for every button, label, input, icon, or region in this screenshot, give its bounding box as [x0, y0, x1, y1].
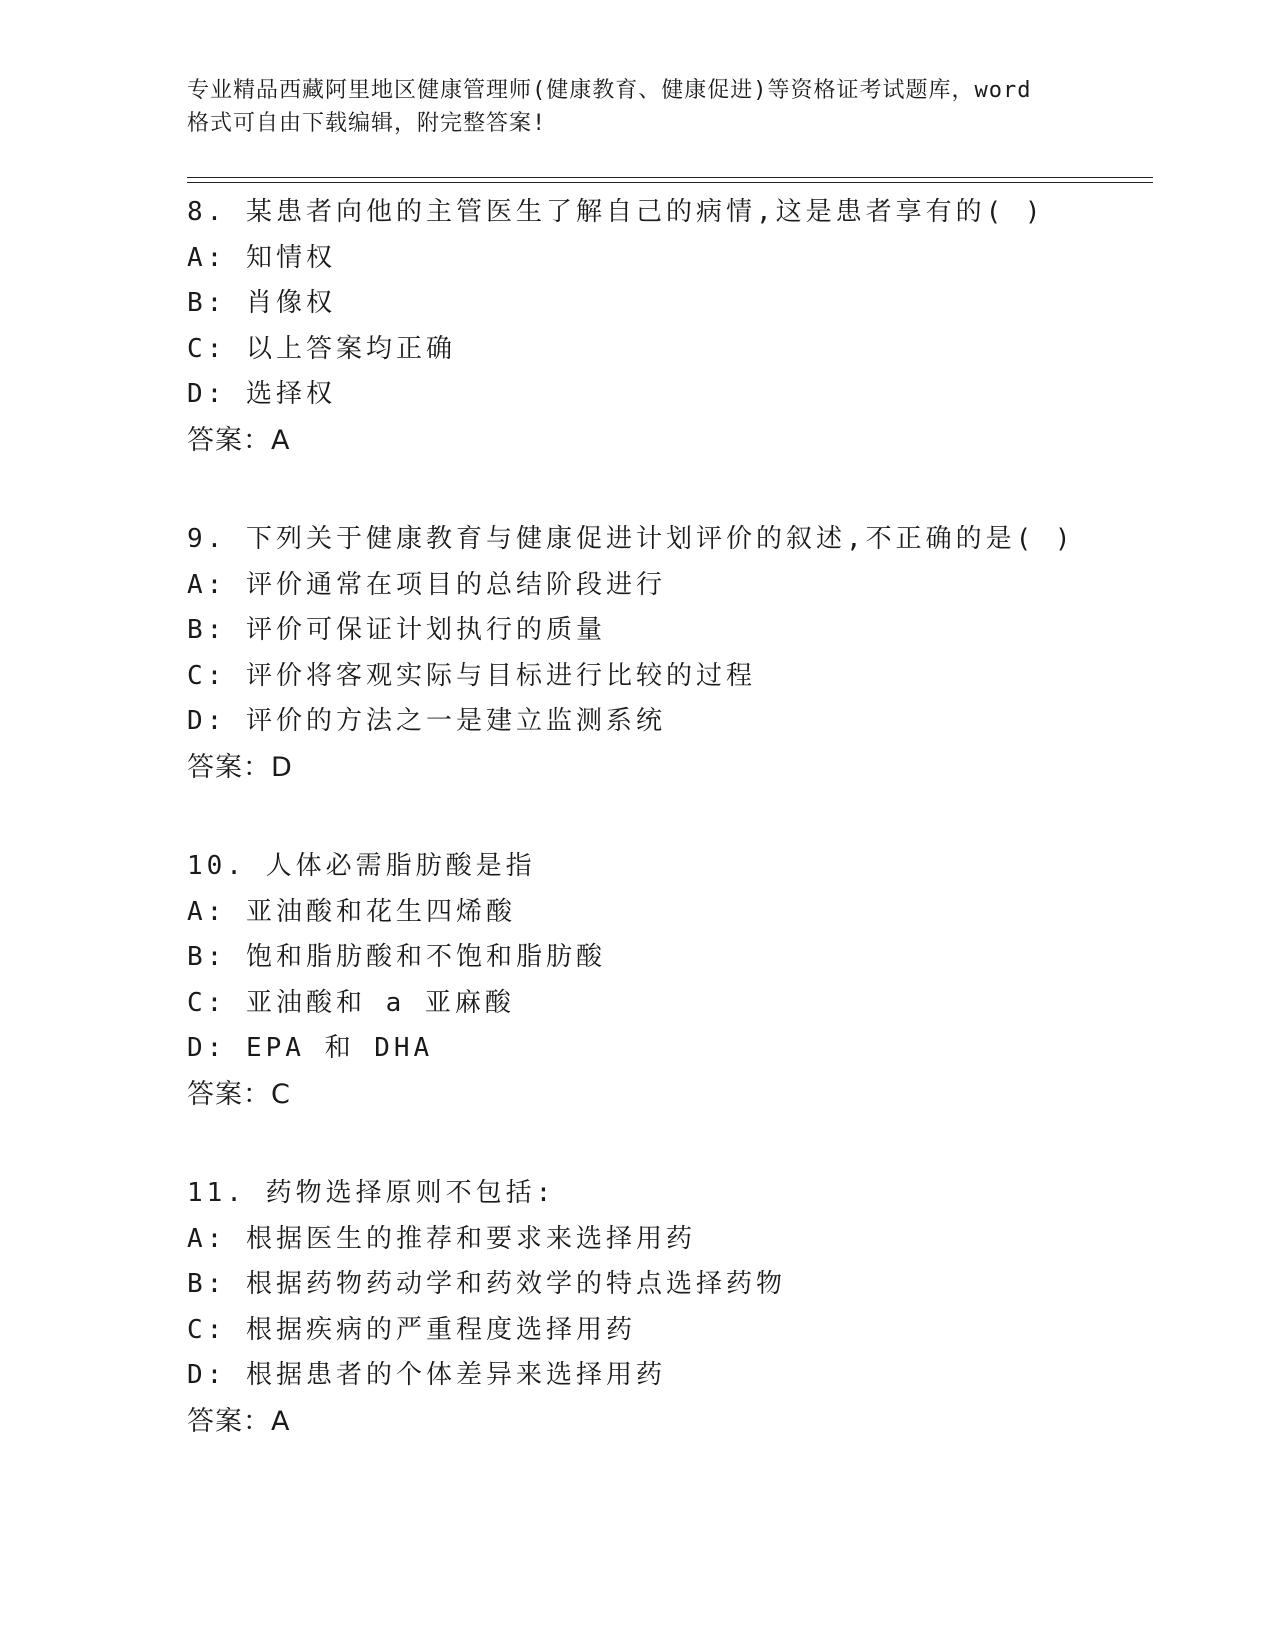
option-d: D: EPA 和 DHA: [187, 1033, 434, 1063]
option-d: D: 根据患者的个体差异来选择用药: [187, 1360, 666, 1390]
document-header: [187, 74, 1087, 140]
question-10: [187, 844, 1153, 1117]
option-b: B: 根据药物药动学和药效学的特点选择药物: [187, 1269, 786, 1299]
option-b: B: 评价可保证计划执行的质量: [187, 615, 606, 645]
option-c: C: 根据疾病的严重程度选择用药: [187, 1314, 636, 1345]
option-b: B: 饱和脂肪酸和不饱和脂肪酸: [187, 942, 606, 972]
question-stem: 11. 药物选择原则不包括:: [187, 1178, 556, 1208]
question-stem: 8. 某患者向他的主管医生了解自己的病情,这是患者享有的( ): [187, 197, 1045, 227]
question-8: [187, 190, 1153, 463]
header-divider-bottom: [187, 182, 1153, 183]
option-a: A: 根据医生的推荐和要求来选择用药: [187, 1223, 696, 1254]
option-a: A: 评价通常在项目的总结阶段进行: [187, 569, 666, 600]
option-c: C: 亚油酸和 a 亚麻酸: [187, 987, 515, 1018]
option-d: D: 选择权: [187, 379, 336, 409]
answer: 答案：D: [187, 751, 293, 783]
option-b: B: 肖像权: [187, 288, 336, 318]
option-d: D: 评价的方法之一是建立监测系统: [187, 706, 666, 736]
option-a: A: 知情权: [187, 242, 336, 273]
question-9: [187, 517, 1153, 790]
question-stem: 10. 人体必需脂肪酸是指: [187, 851, 536, 881]
question-list: [187, 190, 1153, 1498]
question-11: [187, 1171, 1153, 1444]
option-c: C: 评价将客观实际与目标进行比较的过程: [187, 660, 756, 691]
header-line-2: 格式可自由下载编辑，附完整答案!: [187, 111, 547, 136]
answer: 答案：A: [187, 1405, 291, 1437]
header-divider-top: [187, 177, 1153, 178]
option-a: A: 亚油酸和花生四烯酸: [187, 896, 516, 927]
answer: 答案：C: [187, 1078, 291, 1110]
answer: 答案：A: [187, 424, 291, 456]
header-line-1: 专业精品西藏阿里地区健康管理师(健康教育、健康促进)等资格证考试题库，word: [187, 78, 1032, 103]
option-c: C: 以上答案均正确: [187, 333, 456, 364]
question-stem: 9. 下列关于健康教育与健康促进计划评价的叙述,不正确的是( ): [187, 524, 1075, 554]
